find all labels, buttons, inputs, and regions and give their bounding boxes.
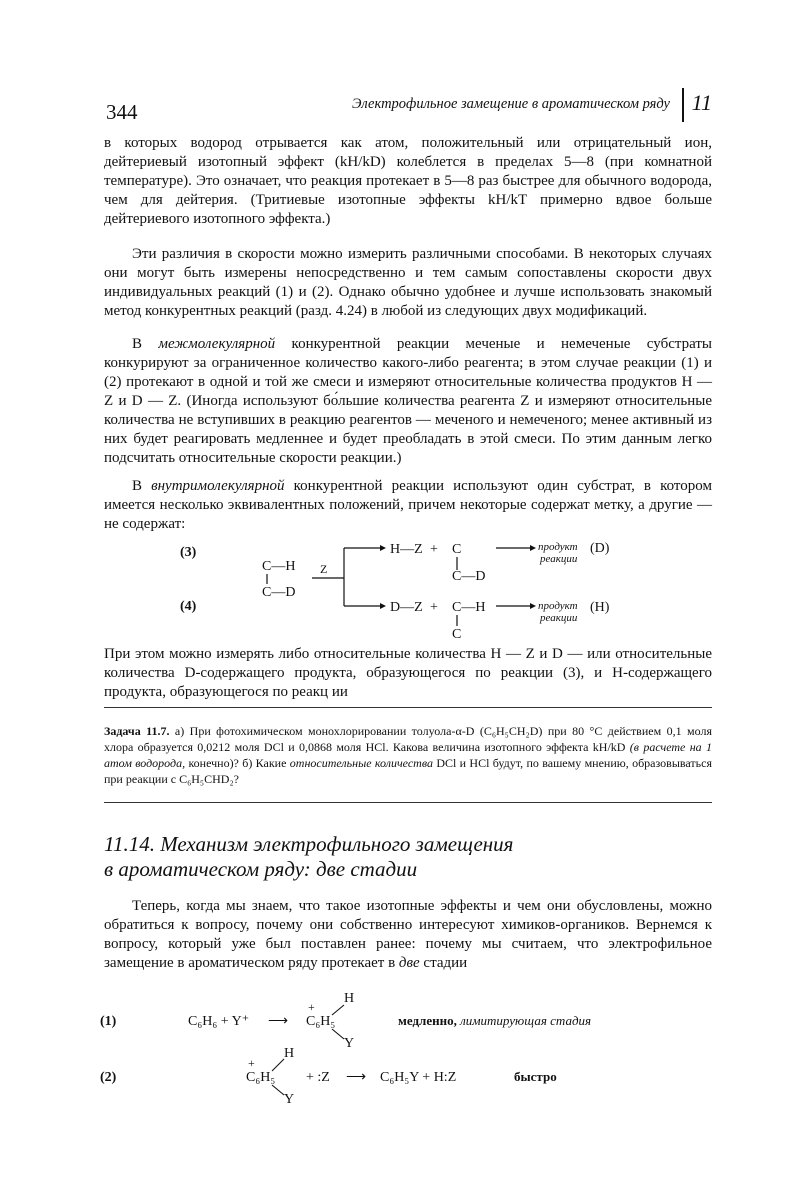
svg-text:Y: Y	[284, 1092, 295, 1107]
svg-text:H: H	[344, 991, 355, 1006]
competition-scheme	[176, 540, 636, 640]
equation-1-arrow: ⟶	[268, 1014, 289, 1029]
arenium-ion-2: C₆H₅	[246, 1070, 276, 1085]
scheme-label-4: (4)	[180, 599, 197, 614]
paragraph-6-text: Теперь, когда мы знаем, что такое изотопные эффекты и чем они обусловлены, можно обратиться к вопросу, почему они собственно интересуют химиков-органиков. Вернемся к вопросу, который уже был поставлен ранее: почему мы считаем, что электрофильное замещение в ароматическом ряду протекает в две стадии	[104, 898, 712, 971]
paragraph-5-text: При этом можно измерять либо относительные количества H — Z и D — или относительные количества D-содержащего продукта, образующегося по реакции (3), и H-содержащего продукта, образующегося по реакц ии	[104, 646, 712, 700]
equation-2-number: (2)	[100, 1070, 117, 1085]
product-h-label: продукт	[538, 600, 578, 612]
paragraph-6	[104, 897, 712, 973]
paragraph-2-text: Эти различия в скорости можно измерить различными способами. В некоторых случаях они могут быть измерены непосредственно и тем самым сопоставлены скорости двух индивидуальных реакций (1) и (2). Однако обычно удобнее и лучше использовать знакомый метод конкурентных реакций (разд. 4.24) в любой из следующих двух модификаций.	[104, 246, 712, 319]
paragraph-5	[104, 645, 712, 702]
paragraph-3-text: В межмолекулярной конкурентной реакции меченые и немеченые субстраты конкурируют за ограниченное количество какого-либо реагента; в этом случае реакции (1) и (2) протекают в одной и той же смеси и измеряют относительные количества продуктов H — Z и D — Z. (Иногда используют бо́льшие количества реагента Z и измеряют относительные количества не вступивших в реакцию реагентов — меченого и немеченого; менее активный из них будет реагировать медленнее и будет преобладать в этой смеси. По этим данным легко подсчитать относительные скорости реакции.)	[104, 336, 712, 466]
equation-2	[100, 1043, 720, 1113]
substrate-cd: C—D	[262, 585, 296, 600]
equation-1-number: (1)	[100, 1014, 117, 1029]
svg-text:+: +	[430, 542, 438, 557]
equation-2-note: быстро	[514, 1069, 557, 1084]
reagent-z: Z	[320, 562, 328, 576]
svg-text:H: H	[284, 1046, 295, 1061]
paragraph-4-text: В внутримолекулярной конкурентной реакции используют один субстрат, в котором имеется несколько эквивалентных положений, причем некоторые содержат метку, а другие — не содержат:	[104, 478, 712, 532]
section-title-line-2: в ароматическом ряду: две стадии	[104, 857, 418, 881]
svg-text:C: C	[452, 542, 462, 557]
cd-fragment: C—D	[452, 569, 486, 584]
task-rule-top	[104, 707, 712, 708]
product-d-tag: (D)	[590, 541, 610, 556]
page-number: 344	[106, 100, 138, 124]
svg-text:C: C	[452, 627, 462, 640]
paragraph-1	[104, 134, 712, 229]
svg-text:+: +	[430, 600, 438, 615]
svg-text:+: +	[308, 1000, 315, 1014]
paragraph-2	[104, 245, 712, 321]
task-rule-bottom	[104, 802, 712, 803]
product-d-label: продукт	[538, 541, 578, 553]
substrate-ch: C—H	[262, 559, 296, 574]
equation-2-rhs: C₆H₅Y + H:Z	[380, 1070, 457, 1085]
svg-text:+: +	[248, 1056, 255, 1070]
paragraph-4	[104, 477, 712, 534]
equation-2-arrow: ⟶	[346, 1070, 367, 1085]
task-11-7: Задача 11.7. а) При фотохимическом монохлорировании толуола-α-D (C₆H₅CH₂D) при 80 °C действием 0,1 моля хлора образуется 0,0212 моля DCl и 0,0868 моля HCl. Какова величина изотопного эффекта kH/kD (в расчете на 1 атом водорода, конечно)? б) Какие относительные количества DCl и HCl будут, по вашему мнению, образовываться при реакции с C₆H₅CHD₂?	[104, 724, 713, 786]
page-header	[104, 88, 714, 124]
hz-product: H—Z	[390, 542, 423, 557]
running-title: Электрофильное замещение в ароматическом ряду	[351, 96, 670, 112]
svg-text:Y: Y	[344, 1036, 355, 1051]
section-title-line-1: 11.14. Механизм электрофильного замещения	[104, 832, 514, 856]
paragraph-1-text: в которых водород отрывается как атом, положительный или отрицательный ион, дейтериевый изотопный эффект (kH/kD) колеблется в пределах 5—8 (при комнатной температуре). Это означает, что реакция протекает в 5—8 раз быстрее для обычного водорода, чем для дейтерия. (Тритиевые изотопные эффекты kH/kT примерно вдвое больше дейтериевого изотопного эффекта.)	[104, 135, 712, 227]
paragraph-3	[104, 335, 712, 468]
dz-product: D—Z	[390, 600, 423, 615]
arenium-ion-1: C₆H₅	[306, 1014, 336, 1029]
equation-1-note: медленно, лимитирующая стадия	[398, 1013, 592, 1028]
intramolecular-term: внутримолекулярной	[151, 478, 285, 494]
task-label: Задача 11.7.	[104, 724, 170, 738]
ch-fragment: C—H	[452, 600, 486, 615]
section-heading	[104, 832, 712, 882]
intermolecular-term: межмолекулярной	[158, 336, 276, 352]
svg-text:+ :Z: + :Z	[306, 1070, 330, 1085]
svg-text:реакции: реакции	[540, 612, 578, 624]
equation-1-lhs: C₆H₆ + Y⁺	[188, 1014, 250, 1029]
svg-text:реакции: реакции	[540, 553, 578, 565]
chapter-number: 11	[691, 90, 712, 115]
header-divider	[682, 88, 684, 122]
product-h-tag: (H)	[590, 600, 610, 615]
scheme-label-3: (3)	[180, 545, 197, 560]
